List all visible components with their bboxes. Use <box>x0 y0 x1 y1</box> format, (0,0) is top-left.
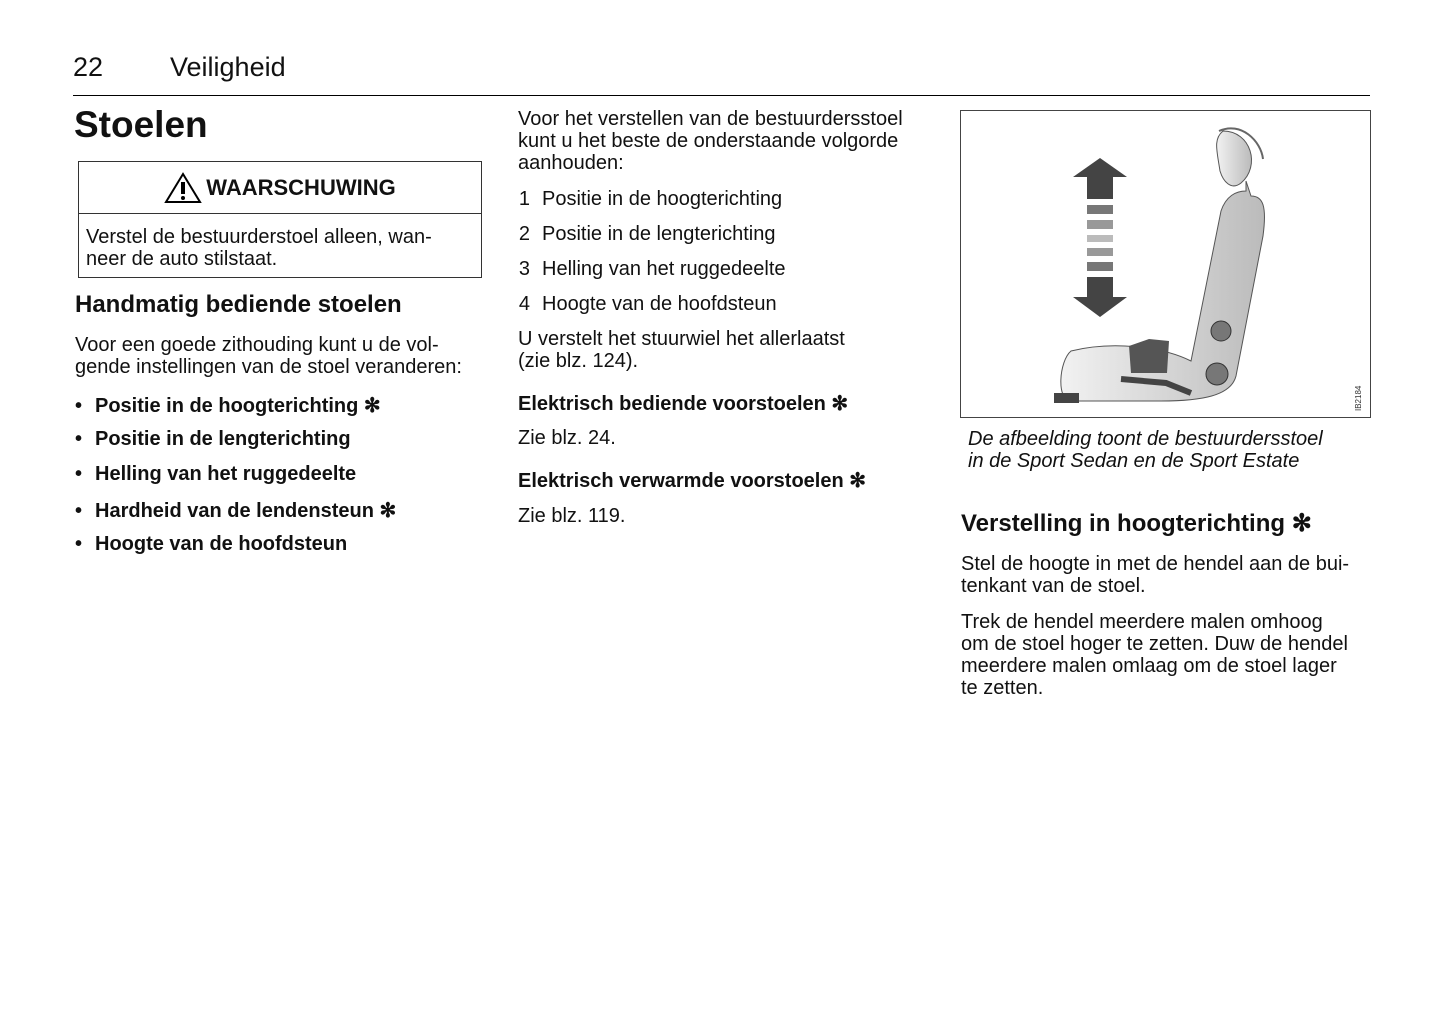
list-item-text: Hardheid van de lendensteun ✻ <box>95 500 397 522</box>
intro-paragraph <box>75 334 462 378</box>
subheading: Elektrisch bediende voorstoelen ✻ <box>518 393 849 415</box>
section-title: Veiligheid <box>170 52 286 82</box>
paragraph <box>961 553 1349 597</box>
header-rule <box>73 95 1370 96</box>
step-item <box>508 258 786 281</box>
text-line: gende instellingen van de stoel veranderen: <box>75 356 462 378</box>
text-line: neer de auto stilstaat. <box>86 248 278 270</box>
step-number: 1 <box>518 188 530 210</box>
figure-caption <box>968 428 1323 472</box>
text-line: om de stoel hoger te zetten. Duw de hendel <box>961 633 1348 655</box>
text-line: meerdere malen omlaag om de stoel lager <box>961 655 1337 677</box>
step-number: 2 <box>518 223 530 245</box>
up-down-arrow-icon <box>1073 158 1127 317</box>
list-item: • Positie in de lengterichting <box>75 428 351 450</box>
order-intro <box>518 108 903 174</box>
text-line: Trek de hendel meerdere malen omhoog <box>961 611 1323 633</box>
note-paragraph <box>518 328 845 372</box>
step-number: 3 <box>518 258 530 280</box>
step-text: Positie in de hoogterichting <box>542 188 783 210</box>
section-heading: Verstelling in hoogterichting ✻ <box>961 510 1312 537</box>
section-heading: Handmatig bediende stoelen <box>75 291 402 318</box>
list-item-text: Helling van het ruggedeelte <box>95 463 357 485</box>
list-item: • Hoogte van de hoofdsteun <box>75 533 348 555</box>
figure-code: IB2184 <box>1354 385 1363 411</box>
text-line: (zie blz. 124). <box>518 350 639 372</box>
step-item <box>508 293 777 316</box>
text-line: in de Sport Sedan en de Sport Estate <box>968 450 1300 472</box>
list-item-text: Positie in de lengterichting <box>95 428 351 450</box>
seat-drawing <box>961 111 1370 417</box>
text-line: De afbeelding toont de bestuurdersstoel <box>968 428 1323 450</box>
text-line: te zetten. <box>961 677 1044 699</box>
list-item: • Hardheid van de lendensteun ✻ <box>75 500 397 522</box>
subheading: Elektrisch verwarmde voorstoelen ✻ <box>518 470 867 492</box>
page-title: Stoelen <box>74 104 208 145</box>
text-line: Voor een goede zithouding kunt u de vol- <box>75 334 439 356</box>
text-line: U verstelt het stuurwiel het allerlaatst <box>518 328 845 350</box>
step-number: 4 <box>518 293 530 315</box>
page-reference: Zie blz. 119. <box>518 505 626 527</box>
text-line: aanhouden: <box>518 152 624 174</box>
list-item: • Positie in de hoogterichting ✻ <box>75 395 381 417</box>
warning-text <box>79 214 481 282</box>
list-item-text: Positie in de hoogterichting ✻ <box>95 395 381 417</box>
warning-triangle-icon <box>164 172 202 204</box>
warning-header <box>79 162 481 214</box>
step-item <box>508 223 775 246</box>
warning-label: WAARSCHUWING <box>206 174 396 200</box>
list-item: • Helling van het ruggedeelte <box>75 463 357 485</box>
list-item-text: Hoogte van de hoofdsteun <box>95 533 348 555</box>
text-line: Stel de hoogte in met de hendel aan de bui- <box>961 553 1350 575</box>
page-reference: Zie blz. 24. <box>518 427 616 449</box>
step-text: Hoogte van de hoofdsteun <box>542 293 777 315</box>
text-line: Verstel de bestuurderstoel alleen, wan- <box>86 226 432 248</box>
step-text: Positie in de lengterichting <box>542 223 776 245</box>
warning-box <box>78 161 482 278</box>
step-item <box>508 188 782 211</box>
text-line: kunt u het beste de onderstaande volgorde <box>518 130 899 152</box>
step-text: Helling van het ruggedeelte <box>542 258 786 280</box>
text-line: Voor het verstellen van de bestuurdersstoel <box>518 108 903 130</box>
page-number: 22 <box>73 52 104 82</box>
seat-illustration <box>960 110 1371 418</box>
paragraph <box>961 611 1348 699</box>
text-line: tenkant van de stoel. <box>961 575 1146 597</box>
